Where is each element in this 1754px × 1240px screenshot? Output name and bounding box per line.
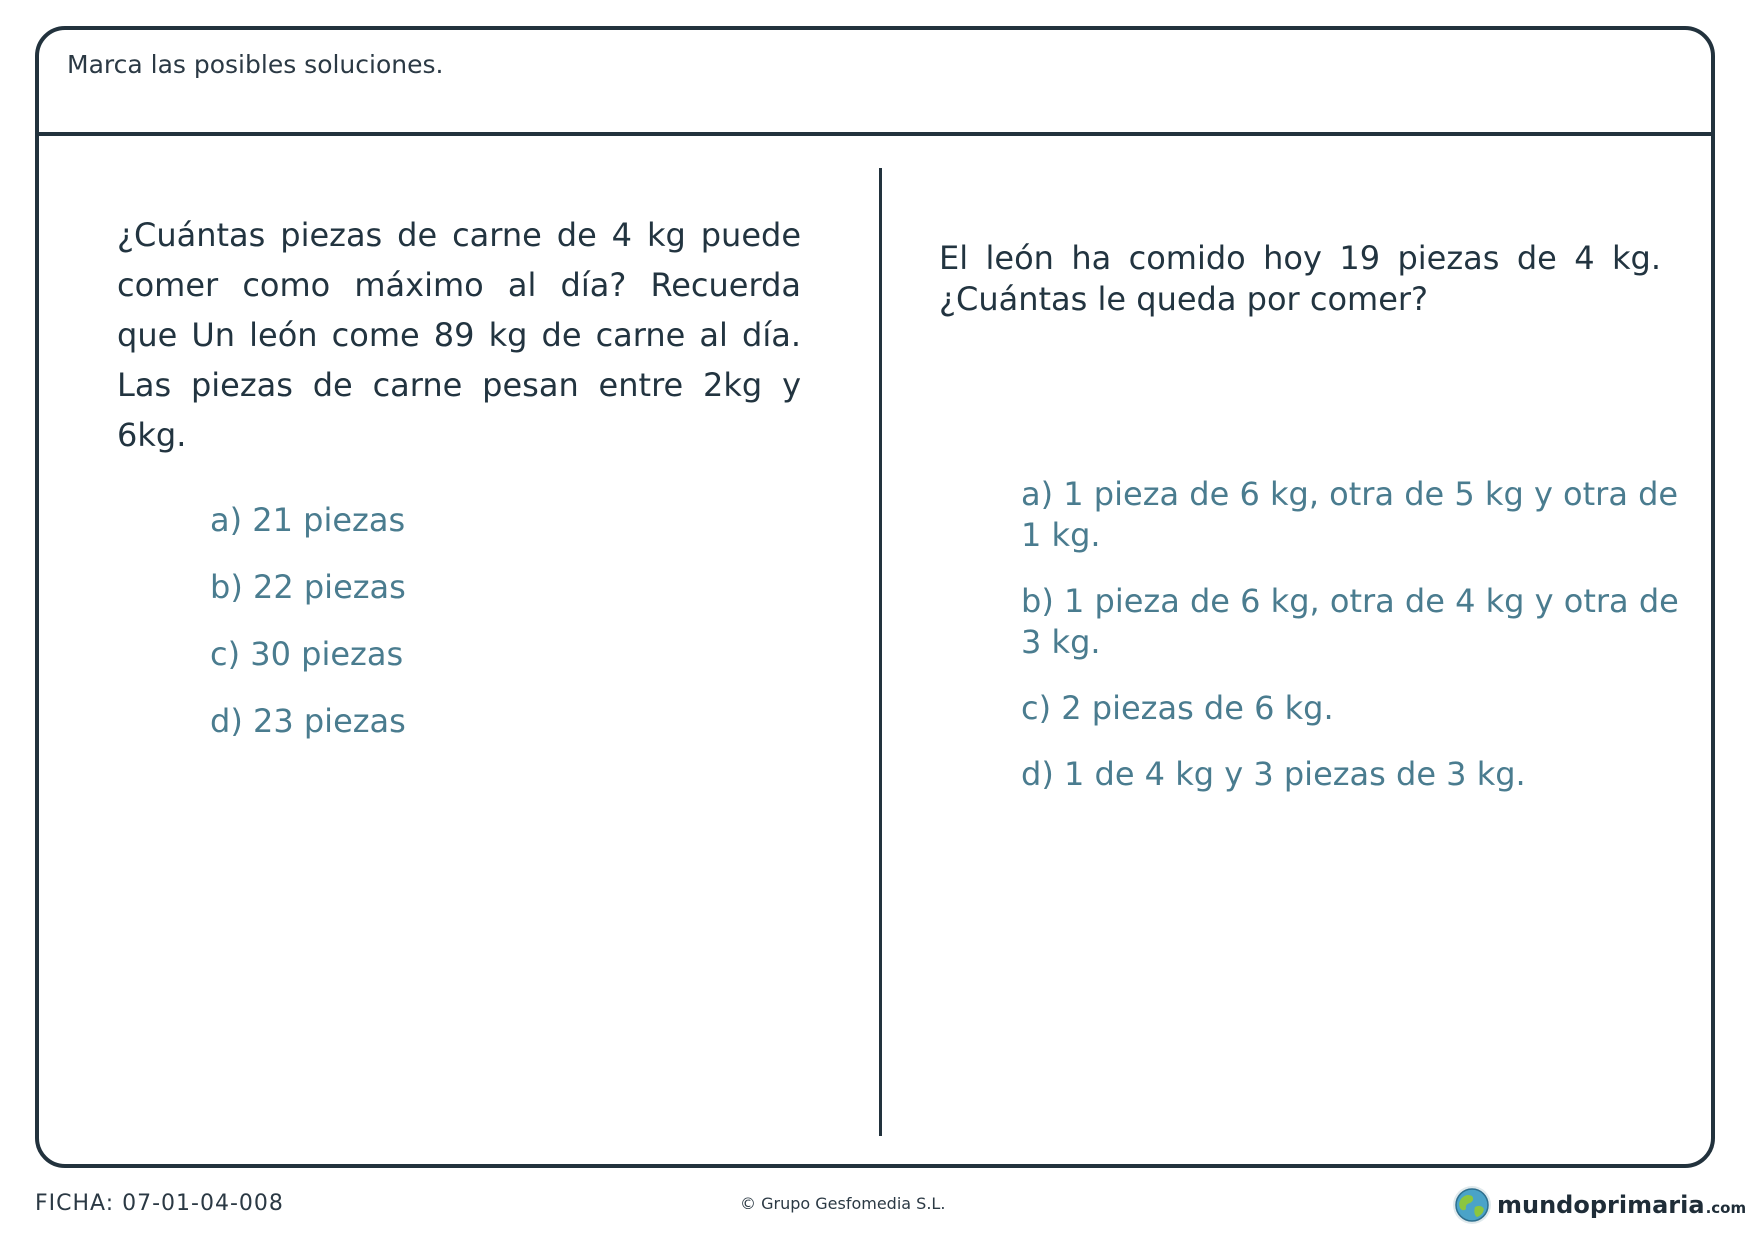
worksheet-frame <box>35 26 1715 1168</box>
column-divider <box>879 168 882 1136</box>
instruction-bar <box>39 30 1711 136</box>
globe-icon <box>1452 1185 1492 1225</box>
problem-2-option-a[interactable]: a) 1 pieza de 6 kg, otra de 5 kg y otra de 1 kg. <box>1021 475 1679 554</box>
problem-1-option-d[interactable]: d) 23 piezas <box>210 702 406 740</box>
brand-name: mundoprimaria <box>1497 1191 1705 1219</box>
problem-1-option-c[interactable]: c) 30 piezas <box>210 635 404 673</box>
problem-1-option-a[interactable]: a) 21 piezas <box>210 501 406 539</box>
copyright-notice: © Grupo Gesfomedia S.L. <box>740 1194 946 1213</box>
problem-2-option-c[interactable]: c) 2 piezas de 6 kg. <box>1021 689 1334 727</box>
problem-2-question: El león ha comido hoy 19 piezas de 4 kg. ¿Cuántas le queda por comer? <box>939 239 1661 318</box>
brand-tld: .com <box>1705 1199 1747 1217</box>
instruction-text: Marca las posibles soluciones. <box>67 50 444 79</box>
brand-logo[interactable] <box>1452 1183 1746 1227</box>
problem-2-options <box>1021 474 1701 820</box>
worksheet-code: FICHA: 07-01-04-008 <box>35 1191 284 1216</box>
problem-1-options <box>210 498 406 766</box>
problem-1-option-b[interactable]: b) 22 piezas <box>210 568 406 606</box>
problem-2-option-d[interactable]: d) 1 de 4 kg y 3 piezas de 3 kg. <box>1021 755 1526 793</box>
problem-2-option-b[interactable]: b) 1 pieza de 6 kg, otra de 4 kg y otra de 3 kg. <box>1021 582 1679 661</box>
problem-1-question: ¿Cuántas piezas de carne de 4 kg puede comer como máximo al día? Recuerda que Un león come 89 kg de carne al día. Las piezas de carne pesan entre 2kg y 6kg. <box>117 216 801 454</box>
